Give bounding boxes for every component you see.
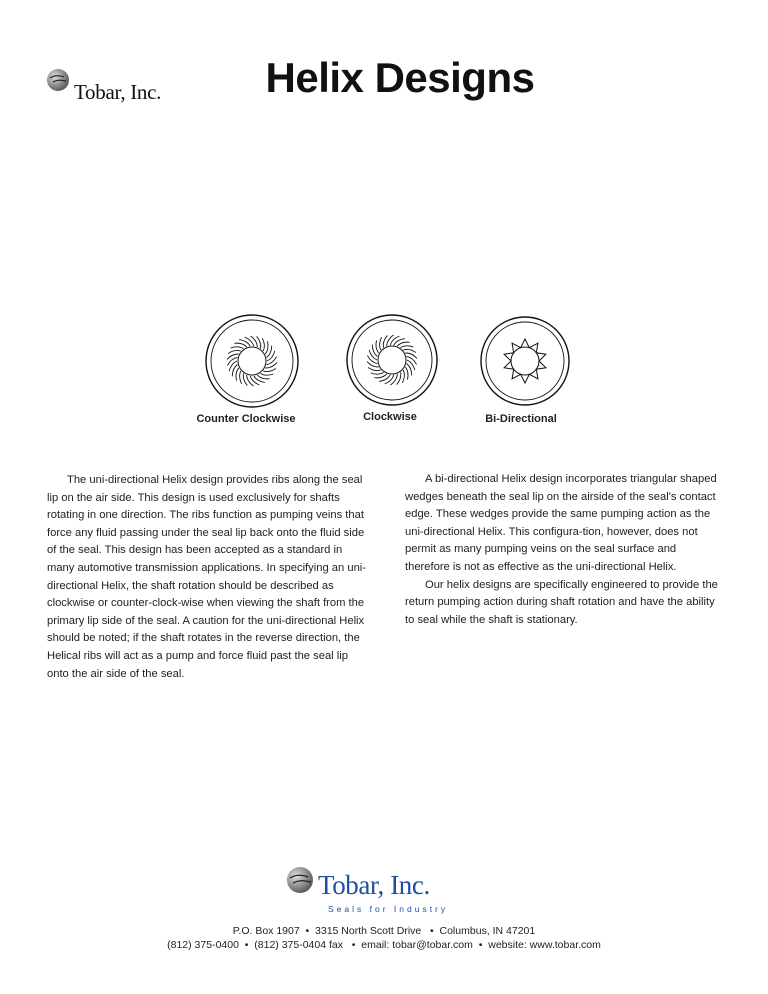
helix-rib: [376, 340, 379, 353]
clockwise-helix-seal-icon: [344, 312, 440, 408]
helix-rib: [367, 362, 379, 367]
counter-clockwise-helix-seal-icon: [203, 312, 301, 410]
helix-rib: [405, 367, 408, 380]
helix-rib: [265, 363, 277, 368]
helix-rib: [261, 373, 274, 375]
caption-clockwise: Clockwise: [363, 411, 417, 423]
helix-rib: [262, 338, 264, 351]
helix-rib: [402, 370, 404, 383]
helix-rib: [403, 349, 416, 352]
tobar-emblem-icon: [284, 864, 318, 898]
helix-rib: [405, 353, 417, 358]
helix-rib: [227, 354, 239, 359]
helix-rib: [240, 371, 242, 384]
helix-rib: [231, 347, 244, 349]
left-paragraph: The uni-directional Helix design provides ribs along the seal lip on the air side. This design is used exclusively for shafts rotating in one direction. The ribs function as pumping veins that force any fluid passing under the seal lip back onto the fluid side of the seal. This design has been accepted as a standard in many automotive transmission applications. In specifying an uni-directional Helix, the shaft rotation should be described as clockwise or counter-clock-wise when viewing the shaft from the primary lip side of the seal. A caution for the uni-directional Helix should be noted; if the shaft rotates in the reverse direction, the Helical ribs will act as a pump and force fluid past the seal lip onto the air side of the seal.: [47, 474, 367, 680]
right-column: [405, 471, 723, 629]
helix-rib: [380, 337, 382, 350]
helix-rib: [228, 350, 241, 353]
helix-rib: [265, 341, 268, 354]
footer-logo: [284, 862, 464, 914]
bi-directional-helix-seal-icon: [478, 314, 572, 408]
right-paragraph-2: Our helix designs are specifically engineered to provide the return pumping action during shaft rotation and have the ability to seal while the shaft is stationary.: [405, 578, 718, 626]
footer-address: P.O. Box 1907 • 3315 North Scott Drive • Columbus, IN 47201: [232, 925, 536, 937]
header-logo: [44, 60, 184, 110]
helix-rib: [401, 346, 414, 348]
caption-counter-clockwise: Counter Clockwise: [196, 413, 296, 425]
helix-rib: [368, 368, 381, 371]
helix-rib: [263, 369, 276, 372]
left-column: [47, 472, 369, 683]
caption-bi-directional: Bi-Directional: [485, 413, 557, 425]
helix-rib: [371, 372, 384, 374]
header-logo-text: Tobar, Inc.: [74, 80, 162, 104]
footer-contact: (812) 375-0400 • (812) 375-0404 fax • email: tobar@tobar.com • website: www.tobar.com: [167, 939, 601, 951]
page-title: Helix Designs: [265, 54, 535, 101]
tobar-emblem-icon: [44, 66, 74, 96]
helix-rib: [236, 368, 239, 381]
footer-logo-text: Tobar, Inc.: [318, 870, 430, 900]
footer-tagline: Seals for Industry: [328, 904, 449, 914]
right-paragraph-1: A bi-directional Helix design incorporates triangular shaped wedges beneath the seal lip on the airside of the seal's contact edge. These wedges provide the same pumping action as the uni-directional Helix. This configura-tion, however, does not permit as many pumping veins on the seal surface and therefore is not as effective as the uni-directional Helix.: [405, 473, 717, 573]
